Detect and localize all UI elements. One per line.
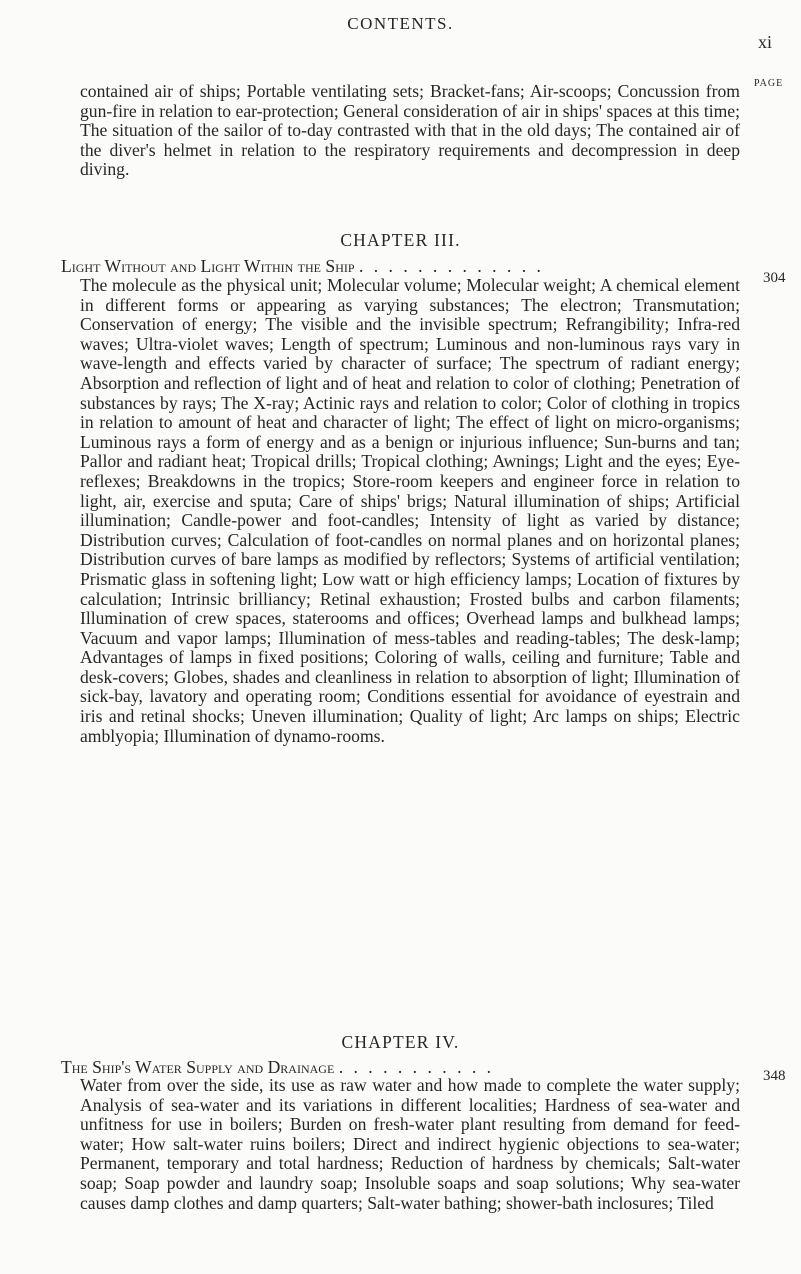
- continued-summary: contained air of ships; Portable ventilating sets; Bracket-fans; Air-scoops; Concussion from gun-fire in relation to ear-protection; General consideration of air in ships' spaces at this time; The situation of the sailor of to-day contrasted with that in the old days; The contained air of the diver's helmet in relation to the respiratory requirements and decompression in deep diving.: [80, 81, 740, 180]
- chapter-title-text: The Ship's Water Supply and Drainage: [61, 1057, 335, 1077]
- chapter-page-number: 348: [763, 1068, 786, 1084]
- dot-leader: . . . . . . . . . . . . .: [358, 256, 544, 276]
- chapter-summary: Water from over the side, its use as raw water and how made to complete the water supply; Analysis of sea-water and its variations in different localities; Hardness of sea-water and unfitness for use in boilers; Burden on fresh-water plant resulting from demand for feed-water; How salt-water ruins boilers; Direct and indirect hygienic objections to sea-water; Permanent, temporary and total hardness; Reduction of hardness by chemicals; Salt-water soap; Soap powder and laundry soap; Insoluble soaps and soap solutions; Why sea-water causes damp clothes and damp quarters; Salt-water bathing; shower-bath inclosures; Tiled: [80, 1075, 740, 1213]
- page-column-label: PAGE: [754, 78, 784, 89]
- chapter-title: [61, 1057, 741, 1077]
- chapter-heading: CHAPTER III.: [340, 230, 461, 250]
- chapter-summary: The molecule as the physical unit; Molecular volume; Molecular weight; A chemical element in different forms or appearing as varying substances; The electron; Transmutation; Conservation of energy; The visible and the invisible spectrum; Refrangibility; Infra-red waves; Ultra-violet waves; Length of spectrum; Luminous and non-luminous rays vary in wave-length and effects varied by character of surface; The spectrum of radiant energy; Absorption and reflection of light and of heat and relation to color of clothing; Penetration of substances by rays; The X-ray; Actinic rays and relation to color; Color of clothing in tropics in relation to amount of heat and character of light; The effect of light on micro-organisms; Luminous rays a form of energy and as a benign or injurious influence; Sun-burns and tan; Pallor and radiant heat; Tropical drills; Tropical clothing; Awnings; Light and the eyes; Eye-reflexes; Breakdowns in the tropics; Store-room keepers and engineer force in relation to light, air, exercise and sputa; Care of ships' brigs; Natural illumination of ships; Artificial illumination; Candle-power and foot-candles; Intensity of light as varied by distance; Distribution curves; Calculation of foot-candles on normal planes and on horizontal planes; Distribution curves of bare lamps as modified by reflectors; Systems of artificial ventilation; Prismatic glass in softening light; Low watt or high efficiency lamps; Location of fixtures by calculation; Intrinsic brilliancy; Retinal exhaustion; Frosted bulbs and carbon filaments; Illumination of crew spaces, staterooms and offices; Overhead lamps and bulkhead lamps; Vacuum and vapor lamps; Illumination of mess-tables and reading-tables; The desk-lamp; Advantages of lamps in fixed positions; Coloring of walls, ceiling and furniture; Table and desk-covers; Globes, shades and cleanliness in relation to absorption of light; Illumination of sick-bay, lavatory and operating room; Conditions essential for avoidance of eyestrain and iris and retinal shocks; Uneven illumination; Quality of light; Arc lamps on ships; Electric amblyopia; Illumination of dynamo-rooms.: [80, 275, 740, 746]
- chapter-heading: CHAPTER IV.: [341, 1032, 460, 1052]
- page-folio: xi: [758, 32, 773, 52]
- chapter-title: [61, 256, 741, 276]
- chapter-page-number: 304: [763, 270, 786, 286]
- running-title: CONTENTS.: [347, 14, 454, 33]
- chapter-title-text: Light Without and Light Within the Ship: [61, 256, 355, 276]
- dot-leader: . . . . . . . . . . .: [338, 1057, 495, 1077]
